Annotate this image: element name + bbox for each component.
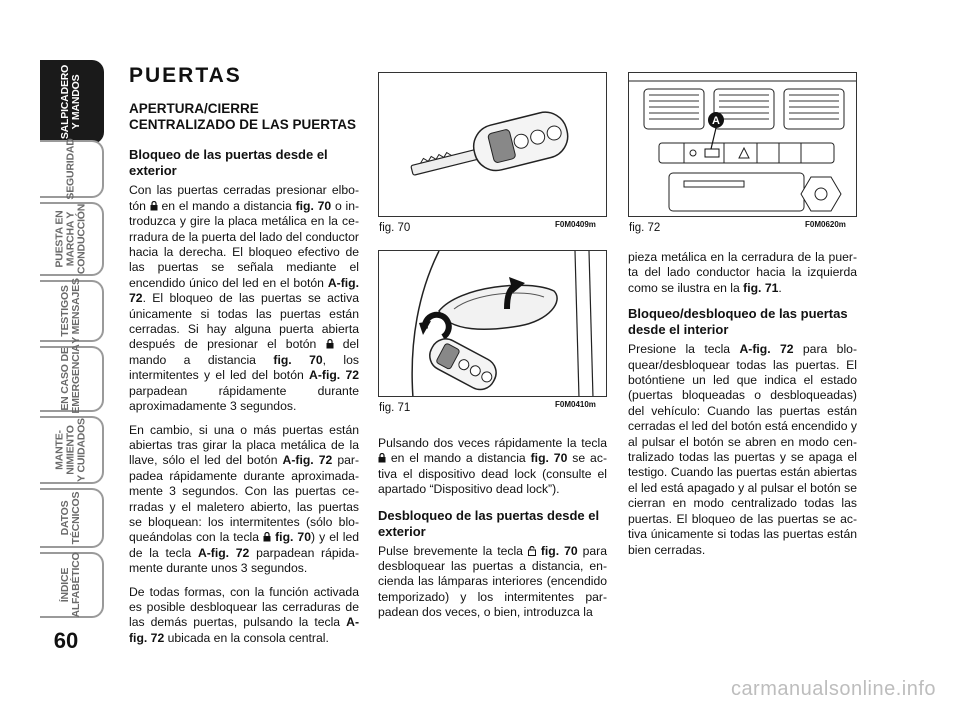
paragraph: pieza metálica en la cerradura de la puerta del lado conductor hacia la izquierda como se ilustra en la fig. 71. (628, 250, 857, 295)
sidebar-tab-label: SEGURIDAD (64, 138, 77, 200)
lock-icon (263, 532, 271, 542)
figure-code: F0M0620m (805, 220, 846, 229)
lock-icon (150, 201, 158, 211)
page-number: 60 (53, 628, 79, 653)
heading-bloqueo-exterior: Bloqueo de las puertas desde el exterior (129, 147, 328, 179)
paragraph: Presione la tecla A-fig. 72 para bloquear/desbloquear todas las puertas. El botóntiene un led que indica el estado (puertas bloqueadas o desbloqueadas) del vehículo: Cuando las puertas están cerradas el led del botón está encendido y al pulsar el botón se abren en modo centralizado todas las puertas y se apaga el testigo. Cuando las puertas están abiertas el led está apagado y al pulsar el botón se cierran en modo centralizado todas las puertas. El bloqueo de las puertas se activa únicamente si todas las puertas están bien cerradas. (628, 342, 858, 557)
sidebar-tab-puesta-en-marcha[interactable] (40, 202, 104, 276)
sidebar-tab-testigos[interactable] (40, 280, 104, 342)
paragraph: De todas formas, con la función activada es posible desbloquear las cerraduras de las demás puertas, pulsando la tecla A-fig. 72 ubicada en la consola central. (129, 584, 360, 645)
page-title: PUERTAS (129, 64, 242, 87)
lock-icon (326, 339, 334, 349)
figure-70-key-remote (378, 72, 607, 217)
sidebar-tab-label: TESTIGOS Y MENSAJES (59, 278, 82, 344)
heading-desbloqueo-exterior: Desbloqueo de las puertas desde el exterior (378, 507, 600, 539)
sidebar-tab-seguridad[interactable] (40, 140, 104, 198)
figure-caption: fig. 72 (629, 222, 661, 234)
callout-label-a: A (712, 115, 720, 127)
figure-caption: fig. 70 (379, 222, 411, 234)
console-illustration (629, 73, 857, 217)
paragraph: Pulse brevemente la tecla fig. 70 para desbloquear las puertas a distancia, encienda las lámparas interiores (encendido temporizado) y los intermitentes parpadean dos veces, o bien, introduzca la (378, 543, 607, 620)
sidebar-tab-emergencia[interactable] (40, 346, 104, 412)
figure-caption: fig. 71 (379, 402, 411, 414)
door-handle-illustration (379, 251, 607, 397)
sidebar-tab-label: DATOS TÉCNICOS (59, 491, 82, 545)
unlock-icon (528, 546, 536, 556)
paragraph: En cambio, si una o más puertas están abiertas tras girar la placa metálica de la llave, sólo el led del botón A-fig. 72 parpadea rápidamente durante aproximadamente 3 segundos. Con las puertas cerradas y el maletero abierto, las puertas se bloquean: los intermitentes (sólo bloqueándolas con la tecla fig. 70) y el led de la tecla A-fig. 72 parpadean rápidamente durante unos 3 segundos. (129, 422, 360, 576)
heading-bloqueo-interior: Bloqueo/desbloqueo de las puertas desde el interior (628, 306, 848, 338)
figure-code: F0M0409m (555, 220, 596, 229)
sidebar-tab-label: PUESTA EN MARCHA Y CONDUCCIÓN (53, 203, 88, 275)
key-fob-illustration (379, 73, 607, 217)
section-subtitle: APERTURA/CIERRE CENTRALIZADO DE LAS PUERTAS (129, 101, 357, 133)
figure-71-door-lock (378, 250, 607, 397)
column-2 (378, 436, 607, 629)
sidebar-tab-datos-tecnicos[interactable] (40, 488, 104, 548)
paragraph: Con las puertas cerradas presionar elbotón en el mando a distancia fig. 70 o introduzca y gire la placa metálica en la cerradura de la puerta del lado del conductor hacia la derecha. El bloqueo efectivo de las puertas se señala mediante el encendido único del led en el botón A-fig. 72. El bloqueo de las puertas se activa únicamente si todas las puertas están cerradas. Si hay alguna puerta abierta después de presionar el botón del mando a distancia fig. 70, los intermitentes y el led del botón A-fig. 72 parpadean rápidamente durante aproximadamente 3 segundos. (129, 183, 360, 414)
sidebar-tab-label: SALPICADERO Y MANDOS (59, 64, 82, 140)
column-3 (628, 250, 857, 566)
sidebar-tab-mantenimiento[interactable] (40, 416, 104, 484)
figure-code: F0M0410m (555, 400, 596, 409)
paragraph: Pulsando dos veces rápidamente la tecla en el mando a distancia fig. 70 se activa el dispositivo dead lock (consulte el apartado “Dispositivo dead lock”). (378, 436, 607, 497)
column-1 (129, 64, 360, 654)
lock-icon (378, 453, 386, 463)
sidebar-tab-label: ÍNDICE ALFABÉTICO (59, 552, 82, 618)
watermark: carmanualsonline.info (730, 678, 936, 700)
sidebar-tab-salpicadero[interactable] (40, 60, 104, 144)
figure-72-dashboard-console (628, 72, 857, 217)
sidebar-tab-indice[interactable] (40, 552, 104, 618)
sidebar-tab-label: EN CASO DE EMERGENCIA (59, 344, 82, 414)
sidebar-tab-label: MANTE- NIMIENTO Y CUIDADOS (53, 418, 88, 482)
